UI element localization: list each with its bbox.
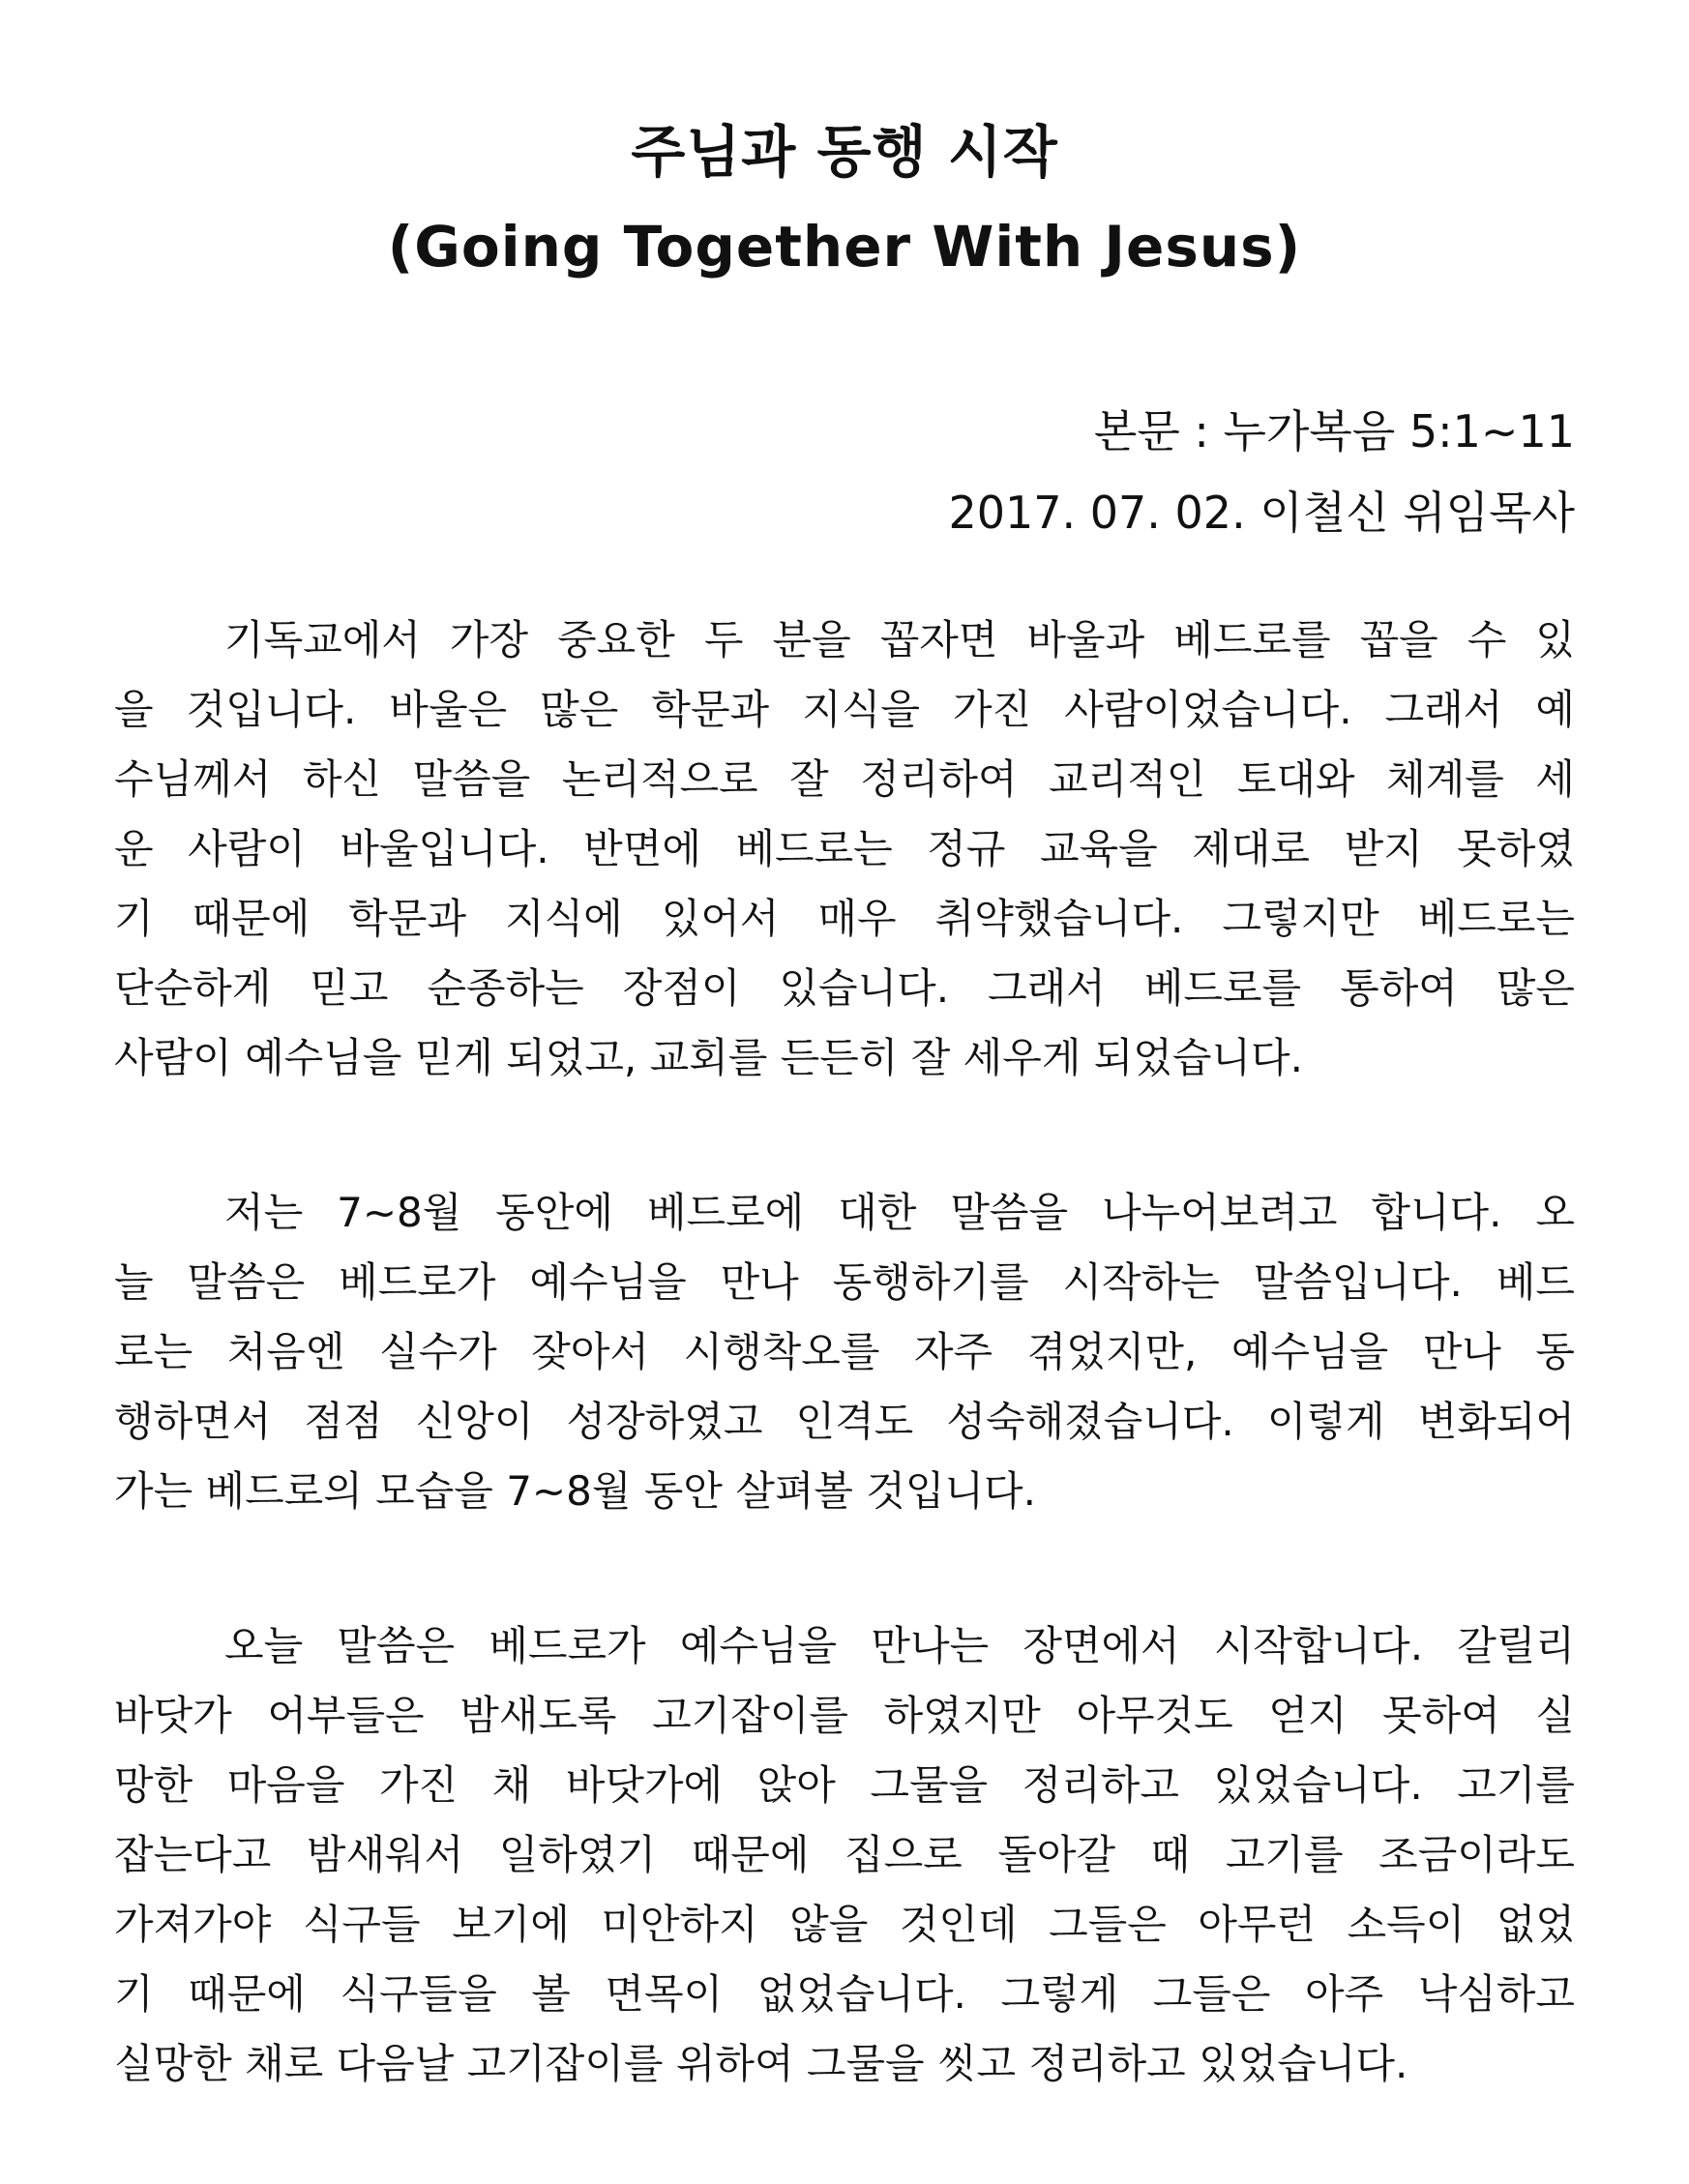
paragraph-line: 잡는다고 밤새워서 일하였기 때문에 집으로 돌아갈 때 고기를 조금이라도 (114, 1831, 1575, 1878)
date-and-author: 2017. 07. 02. 이철신 위임목사 (948, 487, 1575, 539)
paragraph-line: 가는 베드로의 모습을 7~8월 동안 살펴볼 것입니다. (114, 1467, 1036, 1515)
paragraph-line: 기 때문에 학문과 지식에 있어서 매우 취약했습니다. 그렇지만 베드로는 (114, 895, 1575, 942)
paragraph-line: 사람이 예수님을 믿게 되었고, 교회를 든든히 잘 세우게 되었습니다. (114, 1034, 1303, 1081)
paragraph-line: 저는 7~8월 동안에 베드로에 대한 말씀을 나누어보려고 합니다. 오 (224, 1189, 1575, 1236)
paragraph-line: 행하면서 점점 신앙이 성장하였고 인격도 성숙해졌습니다. 이렇게 변화되어 (114, 1398, 1575, 1445)
sermon-title (0, 104, 1689, 294)
title-korean: 주님과 동행 시작 (631, 119, 1058, 185)
paragraph-line: 수님께서 하신 말씀을 논리적으로 잘 정리하여 교리적인 토대와 체계를 세 (114, 755, 1575, 803)
paragraph-line: 운 사람이 바울입니다. 반면에 베드로는 정규 교육을 제대로 받지 못하였 (114, 825, 1575, 872)
paragraph-line: 망한 마음을 가진 채 바닷가에 앉아 그물을 정리하고 있었습니다. 고기를 (114, 1761, 1575, 1809)
paragraph-line: 기독교에서 가장 중요한 두 분을 꼽자면 바울과 베드로를 꼽을 수 있 (224, 616, 1575, 664)
paragraph-line: 바닷가 어부들은 밤새도록 고기잡이를 하였지만 아무것도 얻지 못하여 실 (114, 1692, 1575, 1739)
paragraph-line: 가져가야 식구들 보기에 미안하지 않을 것인데 그들은 아무런 소득이 없었 (114, 1901, 1575, 1948)
paragraph-line: 실망한 채로 다음날 고기잡이를 위하여 그물을 씻고 정리하고 있었습니다. (114, 2040, 1408, 2087)
paragraph-line: 을 것입니다. 바울은 많은 학문과 지식을 가진 사람이었습니다. 그래서 예 (114, 686, 1575, 733)
paragraph-3 (114, 1611, 1575, 2099)
paragraph-line: 기 때문에 식구들을 볼 면목이 없었습니다. 그렇게 그들은 아주 낙심하고 (114, 1970, 1575, 2018)
paragraph-line: 단순하게 믿고 순종하는 장점이 있습니다. 그래서 베드로를 통하여 많은 (114, 964, 1575, 1012)
title-english: (Going Together With Jesus) (387, 214, 1302, 280)
paragraph-1 (114, 605, 1575, 1093)
paragraph-line: 로는 처음엔 실수가 잦아서 시행착오를 자주 겪었지만, 예수님을 만나 동 (114, 1328, 1575, 1375)
sermon-body (114, 605, 1575, 2184)
paragraph-line: 오늘 말씀은 베드로가 예수님을 만나는 장면에서 시작합니다. 갈릴리 (224, 1622, 1575, 1669)
paragraph-line: 늘 말씀은 베드로가 예수님을 만나 동행하기를 시작하는 말씀입니다. 베드 (114, 1258, 1575, 1306)
sermon-meta (948, 391, 1575, 553)
paragraph-2 (114, 1178, 1575, 1526)
scripture-reference: 본문 : 누가복음 5:1~11 (1093, 405, 1575, 457)
